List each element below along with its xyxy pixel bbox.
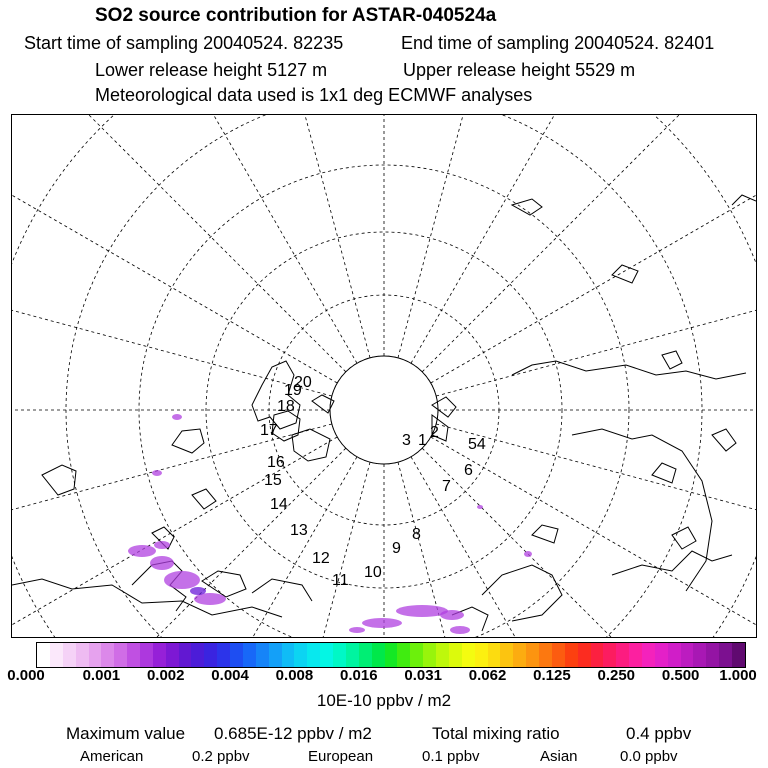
plume-patch <box>128 545 156 557</box>
colorbar-swatch <box>668 643 681 667</box>
colorbar-swatch <box>63 643 76 667</box>
meridian-line <box>12 448 346 637</box>
trajectory-time-label: 6 <box>464 462 473 479</box>
colorbar-swatch <box>397 643 410 667</box>
colorbar-tick-label: 0.062 <box>468 667 507 684</box>
trajectory-time-label: 17 <box>260 422 278 439</box>
start-time-label: Start time of sampling 20040524. 82235 <box>24 33 344 53</box>
asian-value: 0.0 ppbv <box>620 748 678 765</box>
meridian-line <box>151 462 370 637</box>
colorbar-segment <box>37 643 101 667</box>
meridian-line <box>436 177 756 396</box>
colorbar-swatch <box>591 643 604 667</box>
colorbar-unit: 10E-10 ppbv / m2 <box>316 691 452 710</box>
colorbar-swatch <box>372 643 385 667</box>
colorbar-segment <box>359 643 423 667</box>
lower-release-height-label: Lower release height 5127 m <box>95 60 328 80</box>
total-mixing-ratio-label: Total mixing ratio <box>432 724 560 743</box>
colorbar-segment <box>230 643 294 667</box>
colorbar-tick-label: 0.500 <box>661 667 700 684</box>
trajectory-time-label: 54 <box>468 436 486 453</box>
colorbar-swatch <box>179 643 192 667</box>
meridian-line <box>422 115 756 372</box>
colorbar-swatch <box>706 643 719 667</box>
colorbar-swatch <box>346 643 359 667</box>
trajectory-time-label: 11 <box>332 572 349 589</box>
colorbar-tick-label: 1.000 <box>719 667 757 684</box>
trajectory-time-label: 14 <box>270 496 288 513</box>
european-value: 0.1 ppbv <box>422 748 480 765</box>
colorbar-swatch <box>230 643 243 667</box>
colorbar-swatch <box>578 643 591 667</box>
trajectory-time-label: 8 <box>412 526 421 543</box>
colorbar-swatch <box>282 643 295 667</box>
colorbar-swatch <box>385 643 398 667</box>
colorbar-swatch <box>256 643 269 667</box>
trajectory-time-label: 12 <box>312 550 330 567</box>
colorbar-swatch <box>642 643 655 667</box>
colorbar-swatch <box>89 643 102 667</box>
colorbar-swatch <box>114 643 127 667</box>
meridian-line <box>151 115 370 358</box>
colorbar-swatch <box>307 643 320 667</box>
colorbar-tick-label: 0.008 <box>275 667 314 684</box>
trajectory-time-label: 2 <box>430 424 439 441</box>
colorbar-swatch <box>166 643 179 667</box>
plume-patch <box>164 571 200 589</box>
upper-release-height-label: Upper release height 5529 m <box>403 60 636 80</box>
meridian-line <box>436 424 756 637</box>
plume-patch <box>362 618 402 628</box>
trajectory-time-label: 10 <box>364 564 382 581</box>
colorbar-tick-label: 0.250 <box>597 667 636 684</box>
colorbar-swatch <box>204 643 217 667</box>
colorbar-swatch <box>655 643 668 667</box>
colorbar-swatch <box>526 643 539 667</box>
colorbar-swatch <box>449 643 462 667</box>
colorbar-swatch <box>320 643 333 667</box>
colorbar-swatch <box>423 643 436 667</box>
colorbar-swatch <box>294 643 307 667</box>
colorbar-swatch <box>243 643 256 667</box>
colorbar-swatch <box>359 643 372 667</box>
meridian-line <box>411 115 756 363</box>
colorbar-tick-label: 0.002 <box>146 667 185 684</box>
colorbar-swatch <box>552 643 565 667</box>
european-label: European <box>308 748 374 765</box>
trajectory-time-label: 1 <box>418 432 427 449</box>
polar-map-canvas <box>12 115 756 637</box>
colorbar-swatch <box>37 643 50 667</box>
plume-patch <box>150 556 174 570</box>
trajectory-time-label: 15 <box>264 472 282 489</box>
meridian-line <box>12 115 337 383</box>
trajectory-time-label: 18 <box>277 398 295 415</box>
colorbar-swatch <box>681 643 694 667</box>
plume-patch <box>477 505 483 509</box>
colorbar-swatch <box>719 643 732 667</box>
american-value: 0.2 ppbv <box>192 748 250 765</box>
plume-patch-core <box>190 587 206 595</box>
met-data-label: Meteorological data used is 1x1 deg ECMWF analyses <box>95 85 533 105</box>
total-mixing-ratio-value: 0.4 ppbv <box>626 724 692 743</box>
colorbar-tick-label: 0.031 <box>404 667 442 684</box>
colorbar-swatch <box>76 643 89 667</box>
plume-patch <box>440 610 464 620</box>
colorbar-segment <box>101 643 165 667</box>
colorbar-swatch <box>333 643 346 667</box>
colorbar-swatch <box>153 643 166 667</box>
colorbar-tick-label: 0.016 <box>340 667 378 684</box>
colorbar-tick-label: 0.004 <box>211 667 249 684</box>
colorbar-segment <box>423 643 487 667</box>
colorbar-swatch <box>693 643 706 667</box>
colorbar-swatch <box>488 643 501 667</box>
colorbar-tick-label: 0.125 <box>533 667 571 684</box>
colorbar-swatch <box>127 643 140 667</box>
colorbar-swatch <box>539 643 552 667</box>
polar-map <box>11 114 757 638</box>
colorbar-swatch <box>436 643 449 667</box>
american-label: American <box>80 748 144 765</box>
meridian-line <box>431 115 756 383</box>
meridian-line <box>398 115 617 358</box>
trajectory-time-label: 19 <box>284 382 302 399</box>
colorbar-swatch <box>140 643 153 667</box>
colorbar-segment <box>166 643 230 667</box>
plume-patch <box>349 627 365 633</box>
trajectory-time-label: 13 <box>290 522 308 539</box>
colorbar-swatch <box>732 643 745 667</box>
map-title: SO2 source contribution for ASTAR-040524a <box>95 5 497 26</box>
colorbar-tick-label: 0.000 <box>7 667 45 684</box>
asian-label: Asian <box>540 748 578 765</box>
colorbar-swatch <box>50 643 63 667</box>
colorbar-tick-label: 0.001 <box>82 667 121 684</box>
max-value-label: Maximum value <box>66 724 186 743</box>
meridian-line <box>12 115 357 363</box>
meridian-line <box>12 177 332 396</box>
end-time-label: End time of sampling 20040524. 82401 <box>401 33 715 53</box>
colorbar-segment <box>681 643 745 667</box>
colorbar-swatch <box>603 643 616 667</box>
colorbar-segment <box>616 643 680 667</box>
colorbar-segment <box>488 643 552 667</box>
colorbar-swatch <box>500 643 513 667</box>
colorbar-swatch <box>475 643 488 667</box>
colorbar-swatch <box>616 643 629 667</box>
colorbar-swatch <box>101 643 114 667</box>
colorbar-swatch <box>191 643 204 667</box>
trajectory-time-label: 3 <box>402 432 411 449</box>
trajectory-time-label: 7 <box>442 478 451 495</box>
colorbar-swatch <box>629 643 642 667</box>
colorbar-swatch <box>565 643 578 667</box>
meridian-line <box>12 115 346 372</box>
colorbar-swatch <box>410 643 423 667</box>
colorbar <box>36 642 746 668</box>
trajectory-time-label: 9 <box>392 540 401 557</box>
plume-patch <box>172 414 182 420</box>
colorbar-swatch <box>513 643 526 667</box>
colorbar-swatch <box>462 643 475 667</box>
plume-patch <box>152 470 162 476</box>
plume-patch <box>450 626 470 634</box>
colorbar-segment <box>294 643 358 667</box>
colorbar-segment <box>552 643 616 667</box>
trajectory-time-label: 20 <box>294 374 312 391</box>
plume-patch <box>524 551 532 557</box>
colorbar-swatch <box>217 643 230 667</box>
plume-patch <box>154 541 170 549</box>
max-value: 0.685E-12 ppbv / m2 <box>214 724 372 743</box>
trajectory-time-label: 16 <box>267 454 285 471</box>
meridian-line <box>12 437 337 637</box>
colorbar-swatch <box>269 643 282 667</box>
